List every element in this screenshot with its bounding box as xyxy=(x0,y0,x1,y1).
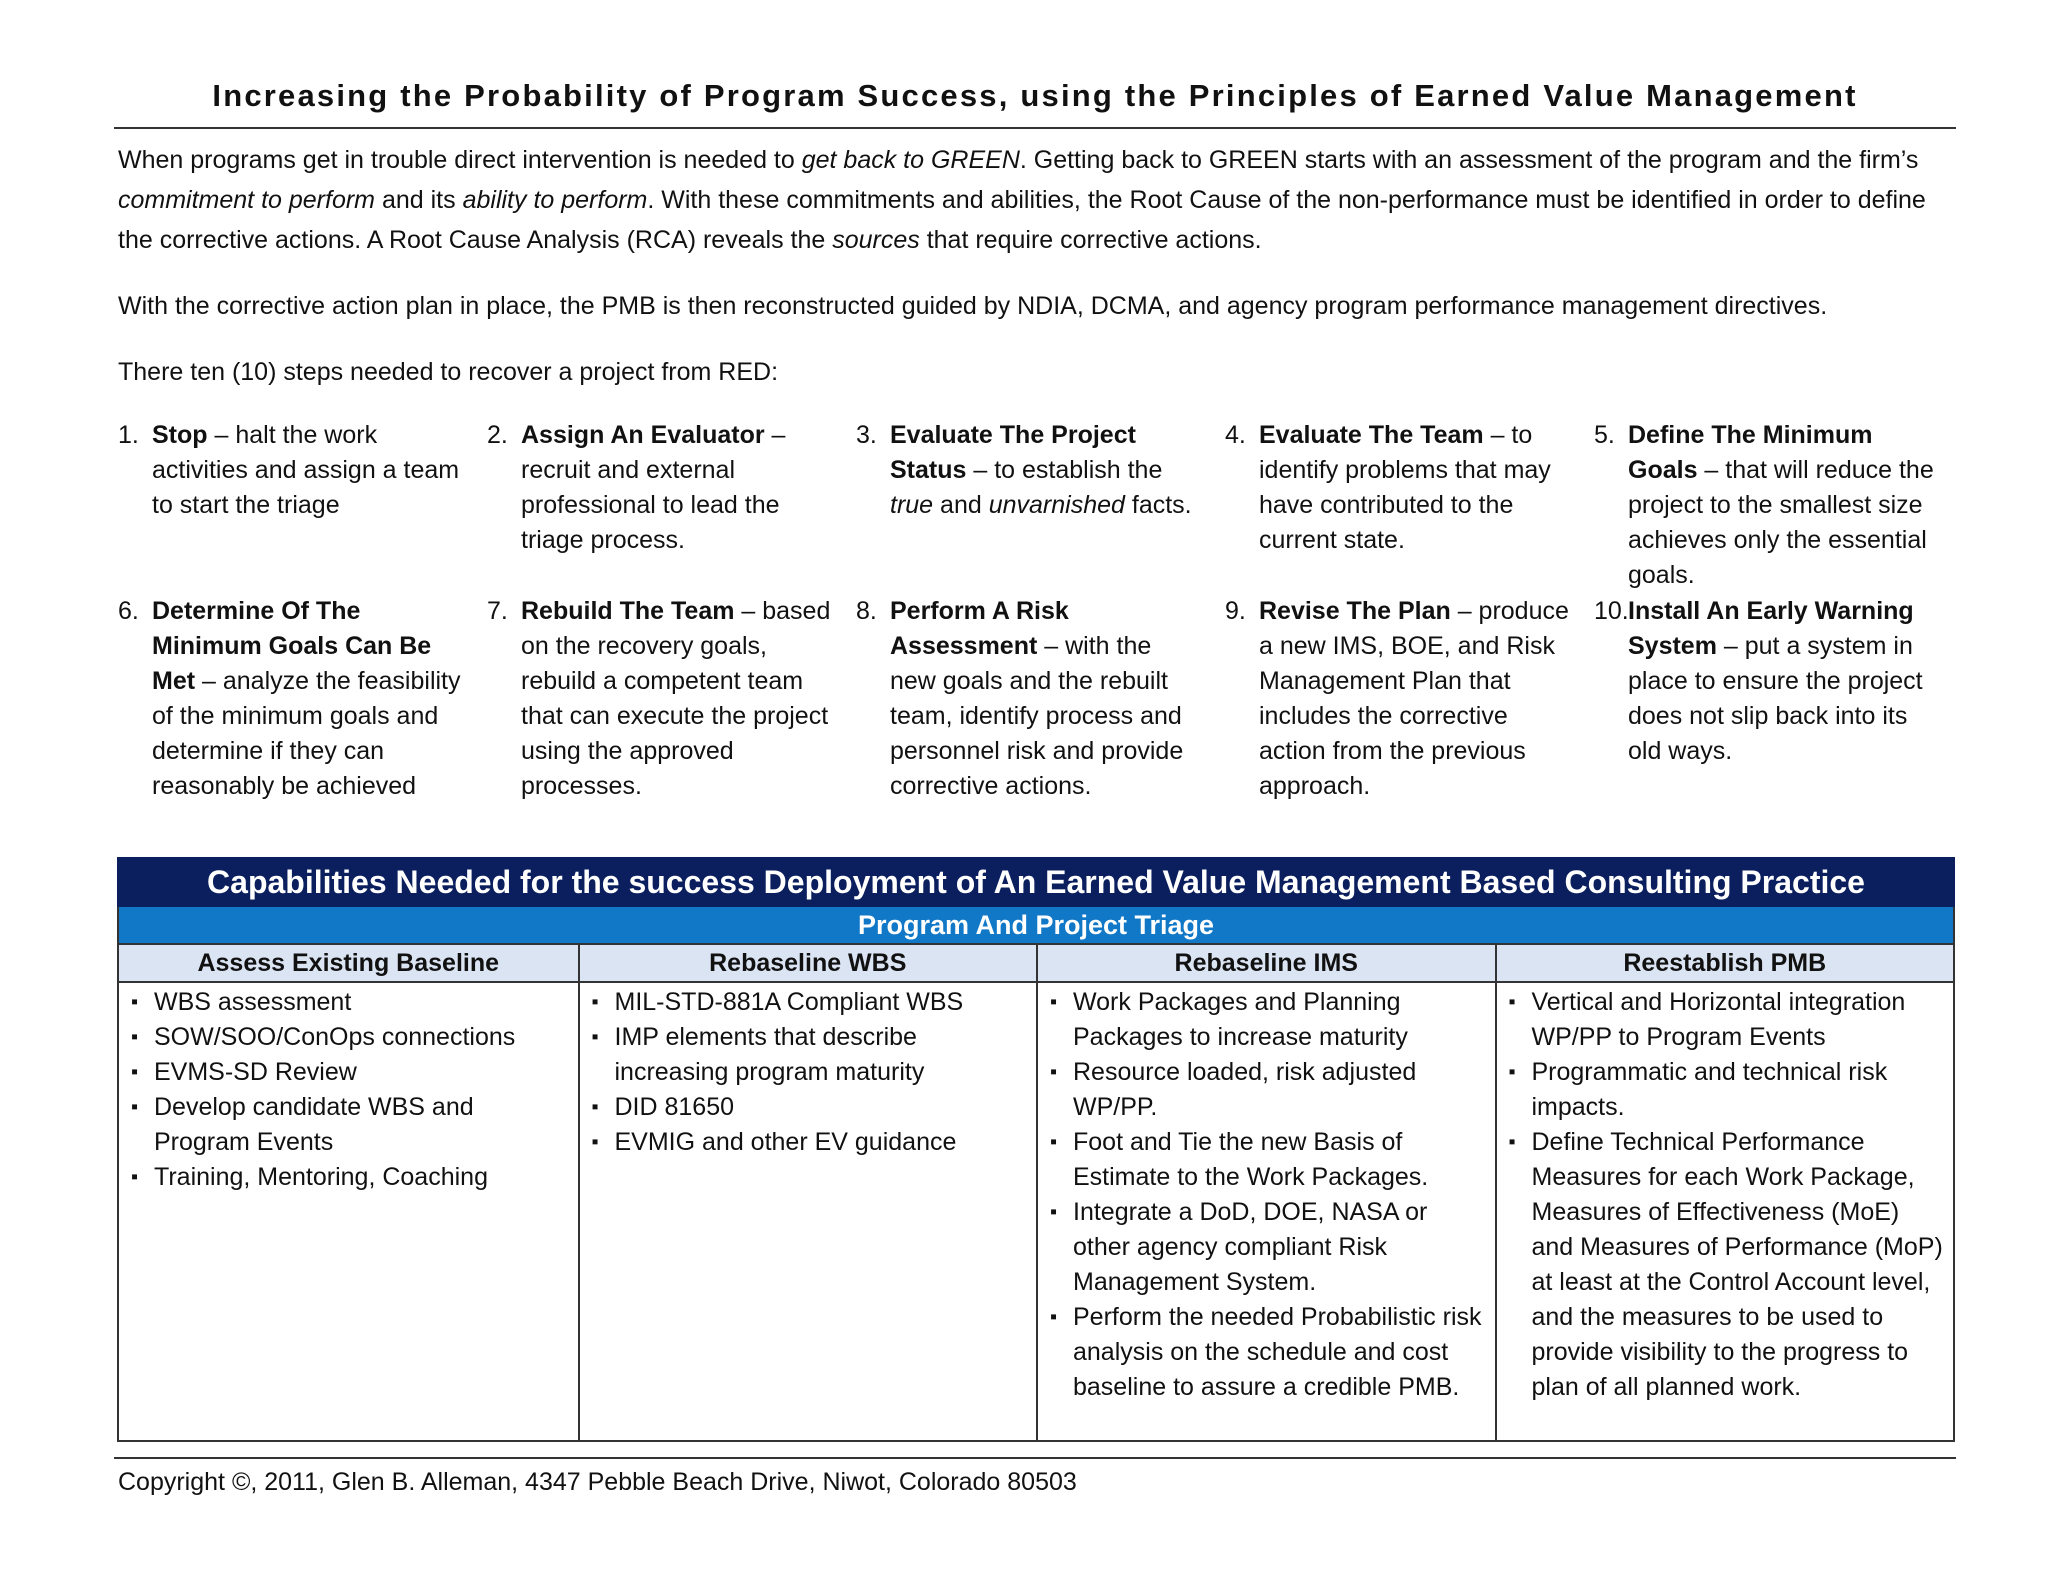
capabilities-table-subtitle: Program And Project Triage xyxy=(117,907,1955,943)
step-item xyxy=(118,418,487,594)
capability-column xyxy=(1036,943,1495,1440)
emphasis-text: get back to GREEN xyxy=(801,146,1020,174)
step-number: 3. xyxy=(856,421,877,449)
step-text: – halt the work activities and assign a team to start the triage xyxy=(152,421,460,519)
list-item: ▪ MIL-STD-881A Compliant WBS xyxy=(590,985,1029,1020)
step-number: 4. xyxy=(1225,421,1246,449)
step-name: Define The Minimum Goals xyxy=(1628,421,1873,484)
step-text: – analyze the feasibility of the minimum goals and determine if they can reasonably be achieved xyxy=(152,667,461,800)
step-name: Perform A Risk Assessment xyxy=(890,597,1069,660)
step-text: facts. xyxy=(1124,491,1192,519)
step-text: and xyxy=(933,491,989,519)
footer-divider xyxy=(114,1457,1956,1459)
step-item xyxy=(118,594,487,804)
column-header: Rebaseline IMS xyxy=(1038,943,1495,983)
step-number: 9. xyxy=(1225,597,1246,625)
text-run: When programs get in trouble direct intervention is needed to xyxy=(118,146,802,174)
page-title: Increasing the Probability of Program Success, using the Principles of Earned Value Management xyxy=(212,78,1858,113)
step-item xyxy=(856,418,1225,594)
step-text: – to establish the xyxy=(966,456,1163,484)
list-item: ▪ Programmatic and technical risk impacts. xyxy=(1507,1055,1946,1125)
list-item: ▪ Integrate a DoD, DOE, NASA or other agency compliant Risk Management System. xyxy=(1048,1195,1487,1300)
step-name: Assign An Evaluator xyxy=(521,421,765,449)
step-name: Determine Of The Minimum Goals Can Be Met xyxy=(152,597,432,695)
step-number: 6. xyxy=(118,597,139,625)
step-number: 1. xyxy=(118,421,139,449)
step-name: Rebuild The Team xyxy=(521,597,735,625)
capabilities-table xyxy=(117,857,1955,1442)
capability-list xyxy=(580,985,1037,1160)
column-header: Reestablish PMB xyxy=(1497,943,1954,983)
step-item xyxy=(1594,594,1963,804)
step-item xyxy=(487,418,856,594)
emphasis-text: true xyxy=(890,491,934,519)
capability-column xyxy=(578,943,1037,1440)
step-text: – produce a new IMS, BOE, and Risk Management Plan that includes the corrective action from the previous approach. xyxy=(1259,597,1569,800)
step-name: Revise The Plan xyxy=(1259,597,1451,625)
step-name: Evaluate The Project Status xyxy=(890,421,1136,484)
list-item: ▪ Resource loaded, risk adjusted WP/PP. xyxy=(1048,1055,1487,1125)
column-header: Assess Existing Baseline xyxy=(119,943,578,983)
capability-column xyxy=(1495,943,1954,1440)
title-divider xyxy=(114,127,1956,129)
step-name: Stop xyxy=(152,421,208,449)
capabilities-table-title: Capabilities Needed for the success Deployment of An Earned Value Management Based Consulting Practice xyxy=(117,857,1955,907)
step-text: – put a system in place to ensure the project does not slip back into its old ways. xyxy=(1628,632,1923,765)
list-item: ▪ Perform the needed Probabilistic risk analysis on the schedule and cost baseline to assure a credible PMB. xyxy=(1048,1300,1487,1405)
list-item: ▪ EVMS-SD Review xyxy=(129,1055,570,1090)
list-item: ▪ Work Packages and Planning Packages to increase maturity xyxy=(1048,985,1487,1055)
list-item: ▪ SOW/SOO/ConOps connections xyxy=(129,1020,570,1055)
step-name: Install An Early Warning System xyxy=(1628,597,1914,660)
emphasis-text: sources xyxy=(832,226,920,254)
list-item: ▪ WBS assessment xyxy=(129,985,570,1020)
step-number: 10. xyxy=(1594,597,1629,625)
capability-list xyxy=(119,985,578,1195)
intro-paragraph-3: There ten (10) steps needed to recover a project from RED: xyxy=(118,358,779,386)
emphasis-text: ability to perform xyxy=(462,186,648,214)
step-text: – that will reduce the project to the smallest size achieves only the essential goals. xyxy=(1628,456,1934,589)
recovery-steps-list xyxy=(118,418,1963,804)
text-run: that require corrective actions. xyxy=(919,226,1262,254)
emphasis-text: unvarnished xyxy=(988,491,1125,519)
list-item: ▪ EVMIG and other EV guidance xyxy=(590,1125,1029,1160)
steps-row xyxy=(118,594,1963,804)
steps-row xyxy=(118,418,1963,594)
list-item: ▪ Define Technical Performance Measures for each Work Package, Measures of Effectiveness (MoE) and Measures of Performance (MoP) at least at the Control Account level, and the measures to be used to provide visibility to the progress to plan of all planned work. xyxy=(1507,1125,1946,1405)
step-number: 8. xyxy=(856,597,877,625)
text-run: . Getting back to GREEN starts with an assessment of the program and the firm’s xyxy=(1019,146,1919,174)
intro-paragraph-2: With the corrective action plan in place, the PMB is then reconstructed guided by NDIA, DCMA, and agency program performance management directives. xyxy=(118,292,1828,320)
step-number: 2. xyxy=(487,421,508,449)
list-item: ▪ Vertical and Horizontal integration WP/PP to Program Events xyxy=(1507,985,1946,1055)
step-item xyxy=(1594,418,1963,594)
step-text: – with the new goals and the rebuilt team, identify process and personnel risk and provide corrective actions. xyxy=(890,632,1184,800)
step-number: 5. xyxy=(1594,421,1615,449)
text-run: . With these commitments and abilities, the Root Cause of the non-performance must be identified in order to define the corrective actions. A Root Cause Analysis (RCA) reveals the xyxy=(118,186,1926,254)
list-item: ▪ Training, Mentoring, Coaching xyxy=(129,1160,570,1195)
capability-list xyxy=(1038,985,1495,1405)
capability-list xyxy=(1497,985,1954,1405)
step-text: – to identify problems that may have contributed to the current state. xyxy=(1259,421,1551,554)
step-text: – based on the recovery goals, rebuild a competent team that can execute the project using the approved processes. xyxy=(521,597,831,800)
list-item: ▪ Foot and Tie the new Basis of Estimate to the Work Packages. xyxy=(1048,1125,1487,1195)
list-item: ▪ DID 81650 xyxy=(590,1090,1029,1125)
step-item xyxy=(856,594,1225,804)
step-name: Evaluate The Team xyxy=(1259,421,1484,449)
step-number: 7. xyxy=(487,597,508,625)
text-run: and its xyxy=(375,186,463,214)
emphasis-text: commitment to perform xyxy=(118,186,376,214)
step-item xyxy=(1225,418,1594,594)
step-item xyxy=(1225,594,1594,804)
intro-paragraph-1 xyxy=(118,140,1960,260)
copyright-footer: Copyright ©, 2011, Glen B. Alleman, 4347 Pebble Beach Drive, Niwot, Colorado 80503 xyxy=(118,1468,1077,1496)
list-item: ▪ Develop candidate WBS and Program Events xyxy=(129,1090,570,1160)
step-text: – recruit and external professional to lead the triage process. xyxy=(521,421,786,554)
capabilities-columns xyxy=(117,943,1955,1442)
capability-column xyxy=(119,943,578,1440)
step-item xyxy=(487,594,856,804)
list-item: ▪ IMP elements that describe increasing program maturity xyxy=(590,1020,1029,1090)
column-header: Rebaseline WBS xyxy=(580,943,1037,983)
